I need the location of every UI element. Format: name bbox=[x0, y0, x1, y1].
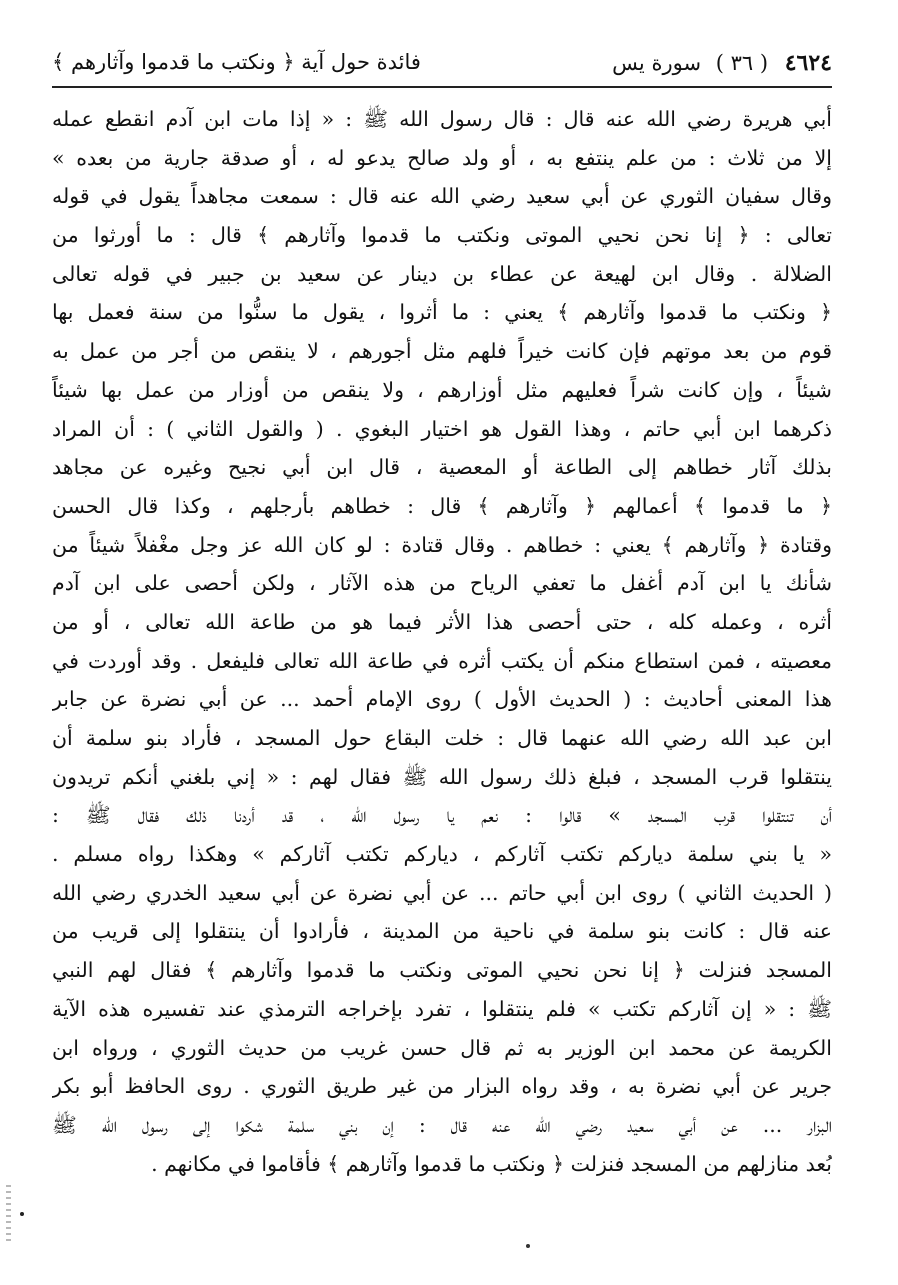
text-line: تعالى : ﴿ إنا نحن نحيي الموتى ونكتب ما قدموا وآثارهم ﴾ قال : ما أورثوا من bbox=[52, 223, 832, 248]
surah-number: ( ٣٦ ) bbox=[715, 51, 769, 75]
scan-margin-noise bbox=[6, 1185, 11, 1245]
text-line: بذلك آثار خطاهم إلى الطاعة أو المعصية ، قال ابن أبي نجيح وغيره عن مجاهد bbox=[52, 455, 832, 480]
text-line: ﴿ ونكتب ما قدموا وآثارهم ﴾ يعني : ما أثروا ، يقول ما سنُّوا من سنة فعمل بها bbox=[52, 300, 832, 325]
text-line: قوم من بعد موتهم فإن كانت خيراً فلهم مثل أجورهم ، لا ينقص من أجر من عمل به bbox=[52, 339, 832, 364]
header-divider bbox=[52, 86, 832, 88]
text-line: وقتادة ﴿ وآثارهم ﴾ يعني : خطاهم . وقال قتادة : لو كان الله عز وجل مغْفلاً شيئاً من bbox=[52, 532, 832, 557]
text-line: الضلالة . وقال ابن لهيعة عن عطاء بن دينار عن سعيد بن جبير في قوله تعالى bbox=[52, 261, 832, 286]
text-line: وقال سفيان الثوري عن أبي سعيد رضي الله عنه قال : سمعت مجاهداً يقول في قوله bbox=[52, 184, 832, 209]
text-line: هذا المعنى أحاديث : ( الحديث الأول ) روى الإمام أحمد ... عن أبي نضرة عن جابر bbox=[52, 687, 832, 712]
text-line: معصيته ، فمن استطاع منكم أن يكتب أثره في طاعة الله تعالى فليفعل . وقد أوردت في bbox=[52, 648, 832, 673]
text-line: « يا بني سلمة دياركم تكتب آثاركم ، دياركم تكتب آثاركم » وهكذا رواه مسلم . bbox=[52, 842, 832, 867]
scan-margin-dot bbox=[20, 1212, 24, 1216]
text-line: ﴿ ما قدموا ﴾ أعمالهم ﴿ وآثارهم ﴾ قال : خطاهم بأرجلهم ، وكذا قال الحسن bbox=[52, 493, 832, 518]
text-line: ذكرهما ابن أبي حاتم ، وهذا القول هو اختيار البغوي . ( والقول الثاني ) : أن المراد bbox=[52, 416, 832, 441]
text-line: أثره ، وعمله كله ، حتى أحصى هذا الأثر فيما هو من طاعة الله تعالى ، أو من bbox=[52, 609, 832, 634]
text-line: ينتقلوا قرب المسجد ، فبلغ ذلك رسول الله ﷺ فقال لهم : « إني بلغني أنكم تريدون bbox=[52, 764, 832, 789]
text-line: ( الحديث الثاني ) روى ابن أبي حاتم ... عن أبي نضرة عن أبي سعيد الخدري رضي الله bbox=[52, 880, 832, 905]
running-header bbox=[52, 38, 832, 88]
text-line: شيئاً ، وإن كانت شراً فعليهم مثل أوزارهم ، ولا ينقص من أوزار من عمل بها شيئاً bbox=[52, 377, 832, 402]
text-line: أن تنتقلوا قرب المسجد » قالوا : نعم يا رسول الله ، قد أردنا ذلك فقال ﷺ : bbox=[52, 803, 832, 828]
text-line: بُعد منازلهم من المسجد فنزلت ﴿ ونكتب ما قدموا وآثارهم ﴾ فأقاموا في مكانهم . bbox=[151, 1151, 832, 1176]
page-speck bbox=[526, 1244, 530, 1248]
text-line: إلا من ثلاث : من علم ينتفع به ، أو ولد صالح يدعو له ، أو صدقة جارية من بعده » bbox=[52, 145, 832, 170]
header-page-info bbox=[612, 50, 832, 76]
text-line: عنه قال : كانت بنو سلمة في ناحية من المدينة ، فأرادوا أن ينتقلوا إلى قريب من bbox=[52, 919, 832, 944]
text-line: الكريمة عن محمد ابن الوزير به ثم قال حسن غريب من حديث الثوري ، ورواه ابن bbox=[52, 1035, 832, 1060]
text-line: ﷺ : « إن آثاركم تكتب » فلم ينتقلوا ، تفرد بإخراجه الترمذي عند تفسيره هذه الآية bbox=[52, 996, 832, 1021]
text-line: ابن عبد الله رضي الله عنهما قال : خلت البقاع حول المسجد ، فأراد بنو سلمة أن bbox=[52, 726, 832, 750]
body-text bbox=[52, 100, 832, 1183]
text-line: البزار ... عن أبي سعيد رضي الله عنه قال : إن بني سلمة شكوا إلى رسول الله ﷺ bbox=[52, 1112, 832, 1137]
surah-name: سورة يس bbox=[612, 51, 702, 75]
section-title: فائدة حول آية ﴿ ونكتب ما قدموا وآثارهم ﴾ bbox=[52, 50, 421, 74]
text-line: المسجد فنزلت ﴿ إنا نحن نحيي الموتى ونكتب ما قدموا وآثارهم ﴾ فقال لهم النبي bbox=[52, 958, 832, 983]
text-line: جرير عن أبي نضرة به ، وقد رواه البزار من غير طريق الثوري . روى الحافظ أبو بكر bbox=[52, 1074, 832, 1099]
page-number: ٤٦٢٤ bbox=[784, 50, 832, 76]
text-line: شأنك يا ابن آدم أغفل ما تعفي الرياح من هذه الآثار ، ولكن أحصى على ابن آدم bbox=[52, 571, 832, 596]
text-line: أبي هريرة رضي الله عنه قال : قال رسول الله ﷺ : « إذا مات ابن آدم انقطع عمله bbox=[52, 107, 832, 131]
